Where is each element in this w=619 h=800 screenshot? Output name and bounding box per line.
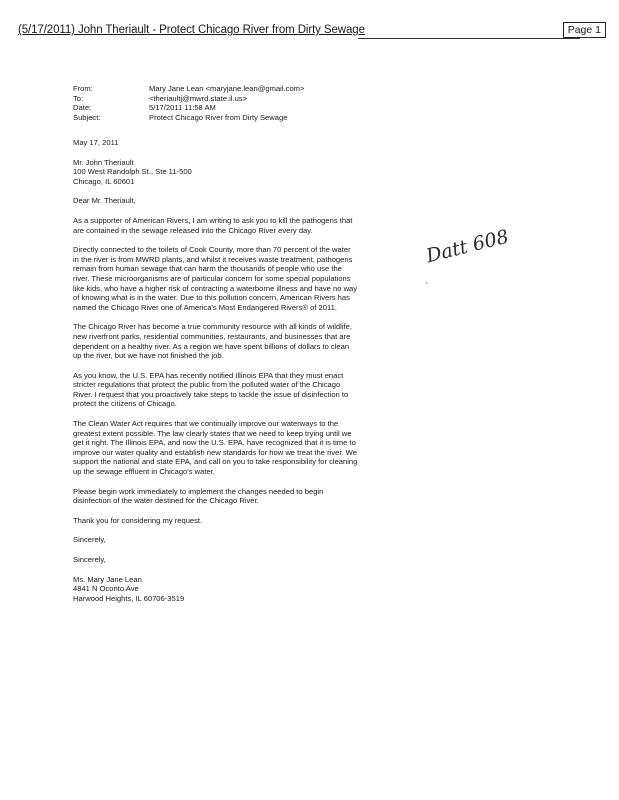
meta-value: <theriaultj@mwrd.state.il.us> xyxy=(149,93,248,103)
recipient-address xyxy=(73,158,358,187)
meta-row-subject xyxy=(73,113,304,123)
meta-label: Subject: xyxy=(73,112,101,122)
document-header xyxy=(18,24,606,40)
signature-line: Harwood Heights, IL 60706-3519 xyxy=(73,593,185,603)
address-line: Chicago, IL 60601 xyxy=(73,176,135,186)
paragraph: As a supporter of American Rivers, I am writing to ask you to kill the pathogens that are contained in the sewage released into the Chicago River every day. xyxy=(73,215,353,235)
paragraph: The Clean Water Act requires that we continually improve our waterways to the greatest extent possible. The law clearly states that we need to keep trying until we get it right. The Illinois EPA, and now the U.S. EPA, have recognized that it is time to improve our water quality and establish new standards for how we treat the river. We support the national and state EPA, and call on you to take responsibility for cleaning up the sewage effluent in Chicago's water. xyxy=(73,419,358,477)
meta-row-date xyxy=(73,103,304,113)
closing: Sincerely, xyxy=(73,555,106,564)
address-line: Mr. John Theriault xyxy=(73,157,134,167)
paragraph: Directly connected to the toilets of Cook County, more than 70 percent of the water in the river is from MWRD plants, and whilst it receives waste treatment, pathogens remain from human sewage that can harm the thousands of people who use the river. These microorganisms are of particular concern for some special populations like kids, who have a higher risk of contracting a waterborne illness and have no way of knowing what is in the water. Due to this pollution concern, American Rivers has named the Chicago River one of America's Most Endangered Rivers® of 2011. xyxy=(73,245,358,312)
paragraph: Thank you for considering my request. xyxy=(73,515,203,525)
meta-label: To: xyxy=(73,93,84,103)
header-rule xyxy=(358,38,580,39)
meta-value: Protect Chicago River from Dirty Sewage xyxy=(149,112,288,122)
meta-label: From: xyxy=(73,84,93,93)
handwritten-tick: ‘ xyxy=(426,281,428,290)
salutation: Dear Mr. Theriault, xyxy=(73,196,136,206)
signature-block xyxy=(73,575,358,604)
address-line: 100 West Randolph St., Ste 11-500 xyxy=(73,167,192,177)
handwritten-annotation: Datt 608 xyxy=(424,225,511,268)
paragraph: The Chicago River has become a true community resource with all kinds of wildlife, new riverfront parks, residential communities, restaurants, and businesses that are dependent on a healthy river. As a region we have spent billions of dollars to clean up the river, but we have not finished the job. xyxy=(73,322,352,361)
paragraph: Please begin work immediately to implement the changes needed to begin disinfection of the water destined for the Chicago River. xyxy=(73,486,324,506)
letter-date: May 17, 2011 xyxy=(73,138,119,147)
signature-line: 4841 N Oconto Ave xyxy=(73,584,139,594)
letter-body xyxy=(73,138,358,613)
email-metadata xyxy=(73,84,304,122)
meta-value: 5/17/2011 11:58 AM xyxy=(149,103,216,113)
document-title: (5/17/2011) John Theriault - Protect Chicago River from Dirty Sewage xyxy=(18,24,365,36)
paragraph: As you know, the U.S. EPA has recently notified Illinois EPA that they must enact stricter regulations that protect the public from the polluted water of the Chicago River. I request that you proactively take steps to tackle the issue of disinfection to protect the citizens of Chicago. xyxy=(73,370,349,409)
meta-label: Date: xyxy=(73,103,92,113)
signature-line: Ms. Mary Jane Lean xyxy=(73,574,142,584)
meta-value: Mary Jane Lean <maryjane.lean@gmail.com> xyxy=(149,84,305,93)
meta-row-to xyxy=(73,94,304,104)
page-number-box: Page 1 xyxy=(563,22,606,38)
closing: Sincerely, xyxy=(73,535,106,545)
meta-row-from xyxy=(73,84,304,94)
